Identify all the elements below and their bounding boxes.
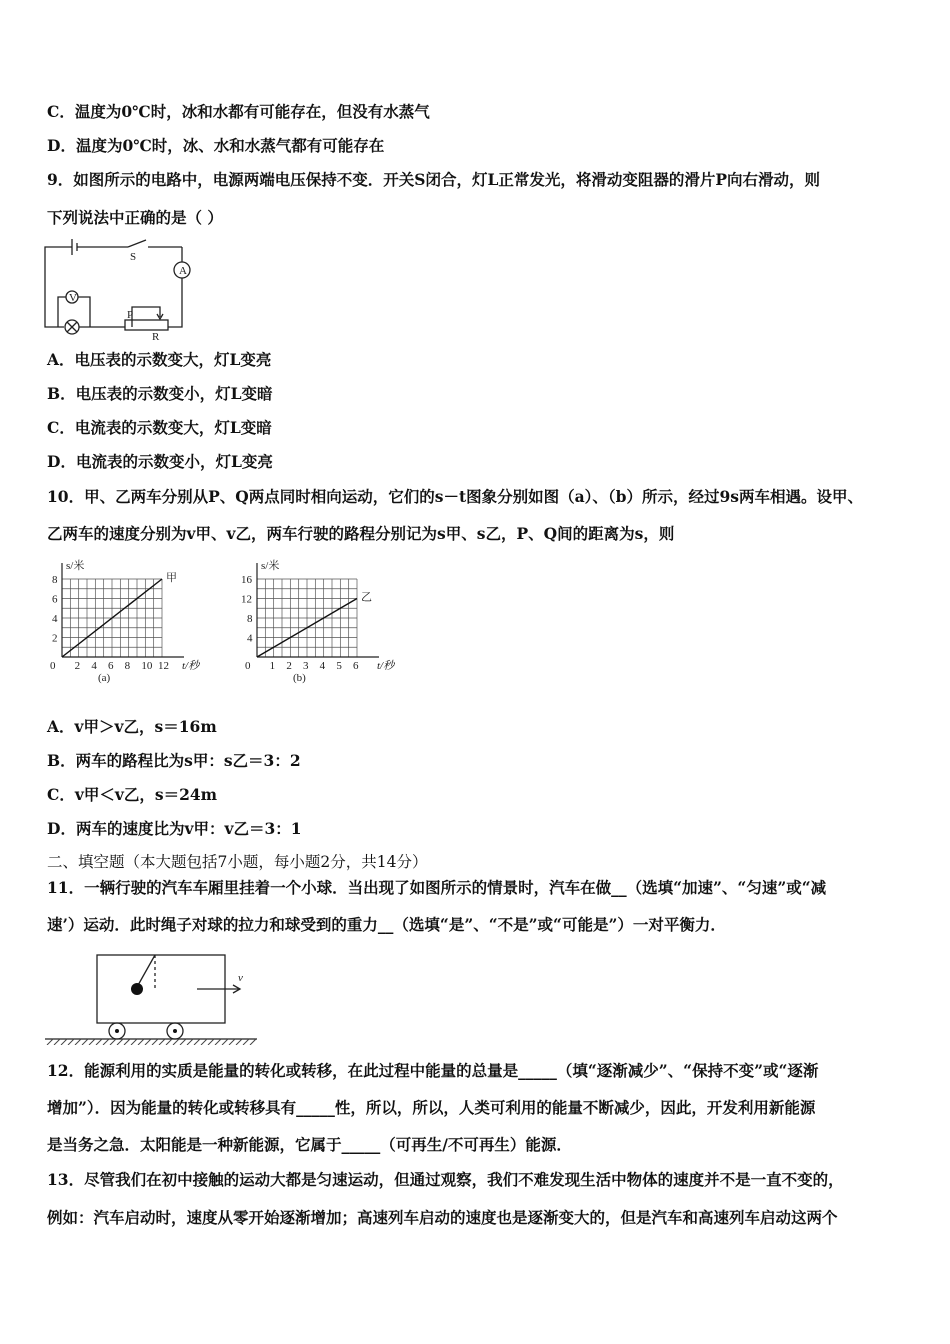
x-tick-label: 3: [303, 660, 309, 672]
y-tick-label: 4: [52, 613, 58, 625]
chart-caption: (a): [98, 672, 111, 684]
q8-option-c: C．温度为0℃时，冰和水都有可能存在，但没有水蒸气: [47, 102, 430, 121]
x-axis-label: t/秒: [377, 660, 395, 672]
q10-stem: 10．甲、乙两车分别从P、Q两点同时相向运动，它们的s－t图象分别如图（a）、（b）所示，经过9s两车相遇。设甲、: [47, 487, 864, 506]
x-tick-label: 2: [286, 660, 292, 672]
x-tick-label: 2: [74, 660, 81, 672]
q13-line-1: 13．尽管我们在初中接触的运动大都是匀速运动，但通过观察，我们不难发现生活中物体的速度并不是一直不变的，: [47, 1170, 844, 1189]
q9-option-b: B．电压表的示数变小，灯L变暗: [47, 384, 273, 403]
resistor-label: R: [152, 331, 160, 340]
y-tick-label: 12: [241, 593, 252, 606]
series-label: 甲: [166, 572, 177, 584]
x-tick-label: 6: [353, 660, 359, 672]
q13-line-2: 例如：汽车启动时，速度从零开始逐渐增加；高速列车启动的速度也是逐渐变大的，但是汽车和高速列车启动这两个: [47, 1208, 838, 1227]
q10-option-a: A．v甲＞v乙，s＝16m: [47, 717, 217, 736]
q9-stem: 9．如图所示的电路中，电源两端电压保持不变．开关S闭合，灯L正常发光，将滑动变阻器的滑片P向右滑动，则: [47, 170, 821, 189]
x-tick-label: 6: [108, 660, 114, 672]
x-axis-label: t/秒: [182, 660, 200, 672]
y-tick-label: 8: [247, 613, 253, 625]
x-tick-label: 12: [158, 660, 169, 672]
q10-option-b: B．两车的路程比为s甲：s乙＝3：2: [47, 751, 301, 770]
switch-label: S: [130, 251, 137, 263]
x-tick-label: 10: [141, 660, 153, 672]
origin-label: 0: [245, 660, 251, 672]
q9-option-d: D．电流表的示数变小，灯L变亮: [47, 452, 273, 471]
y-tick-label: 16: [241, 574, 252, 586]
y-axis-label: s/米: [66, 560, 85, 572]
x-tick-label: 5: [336, 660, 342, 672]
ball-icon: [131, 983, 143, 995]
q9-option-c: C．电流表的示数变大，灯L变暗: [47, 418, 272, 437]
y-tick-label: 4: [247, 632, 253, 645]
q8-option-d: D．温度为0℃时，冰、水和水蒸气都有可能存在: [47, 136, 385, 155]
x-tick-label: 4: [319, 660, 326, 672]
velocity-label: v: [238, 972, 243, 984]
q11-stem: 11．一辆行驶的汽车车厢里挂着一个小球．当出现了如图所示的情景时，汽车在做__（选填“加速”、“匀速”或“减: [47, 878, 827, 897]
origin-label: 0: [50, 660, 56, 672]
series-label: 乙: [361, 591, 372, 604]
q9-option-a: A．电压表的示数变大，灯L变亮: [47, 350, 272, 369]
st-graph-a: [40, 555, 215, 685]
q9-stem-cont: 下列说法中正确的是（ ）: [47, 208, 223, 227]
q10-option-c: C．v甲＜v乙，s＝24m: [47, 785, 218, 804]
cart-diagram: [45, 945, 260, 1045]
q12-line-1: 12．能源利用的实质是能量的转化或转移，在此过程中能量的总量是_____（填“逐渐减少”、“保持不变”或“逐渐: [47, 1061, 819, 1080]
circuit-diagram: [40, 232, 220, 340]
voltmeter-label: V: [69, 292, 77, 304]
ammeter-label: A: [179, 265, 187, 277]
slider-label: P: [127, 309, 134, 321]
q12-line-3: 是当务之急．太阳能是一种新能源，它属于_____（可再生/不可再生）能源．: [47, 1135, 572, 1154]
y-tick-label: 8: [52, 574, 58, 586]
q12-line-2: 增加”）．因为能量的转化或转移具有_____性，所以，所以，人类可利用的能量不断减少，因此，开发利用新能源: [47, 1098, 816, 1117]
q11-stem-cont: 速’）运动．此时绳子对球的拉力和球受到的重力__（选填“是”、“不是”或“可能是”）一对平衡力．: [47, 915, 726, 934]
section-heading: 二、填空题（本大题包括7小题，每小题2分，共14分）: [47, 853, 428, 871]
chart-caption: (b): [293, 672, 306, 684]
q10-stem-cont: 乙两车的速度分别为v甲、v乙，两车行驶的路程分别记为s甲、s乙，P、Q间的距离为s，则: [47, 524, 675, 543]
x-tick-label: 8: [124, 660, 131, 672]
x-tick-label: 1: [269, 660, 276, 672]
y-tick-label: 2: [52, 632, 58, 645]
y-axis-label: s/米: [261, 560, 280, 572]
q10-option-d: D．两车的速度比为v甲：v乙＝3：1: [47, 819, 302, 838]
x-tick-label: 4: [91, 660, 97, 672]
y-tick-label: 6: [52, 593, 58, 606]
st-graph-b: [235, 555, 410, 685]
